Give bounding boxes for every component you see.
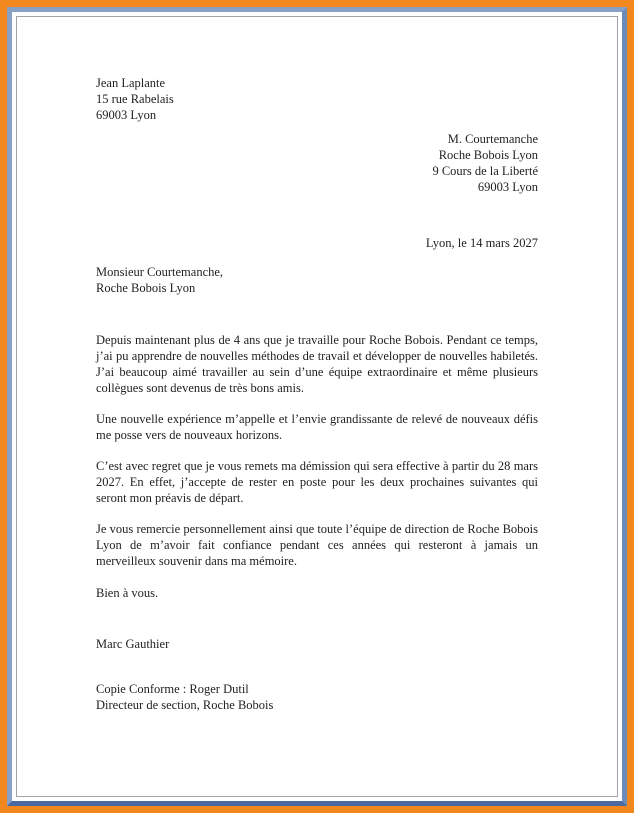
page-border-gap (12, 12, 622, 801)
recipient-name: M. Courtemanche (447, 132, 538, 146)
sender-address-block (96, 75, 538, 123)
sender-city: 69003 Lyon (96, 108, 157, 122)
paragraph-resignation: C’est avec regret que je vous remets ma démission qui sera effective à partir du 28 mars 2027. En effet, j’accepte de rester en poste pour les deux prochaines suivantes qui seront mon préavis de départ. (96, 459, 538, 505)
cc-title-line: Directeur de section, Roche Bobois (96, 698, 274, 712)
salutation-company: Roche Bobois Lyon (96, 281, 196, 295)
paragraph-intro: Depuis maintenant plus de 4 ans que je travaille pour Roche Bobois. Pendant ce temps, j’ai pu apprendre de nouvelles méthodes de travail et développer de nouvelles habiletés. J’ai beaucoup aimé travailler au sein d’une équipe extraordinaire et même plusieurs collègues sont devenus de très bons amis. (96, 333, 538, 395)
cc-line: Copie Conforme : Roger Dutil (96, 682, 249, 696)
carbon-copy-block (96, 681, 538, 713)
page-border-blue (7, 7, 627, 806)
salutation-block (96, 264, 538, 296)
recipient-city: 69003 Lyon (477, 180, 538, 194)
salutation-name: Monsieur Courtemanche, (96, 265, 224, 279)
date-line: Lyon, le 14 mars 2027 (425, 236, 538, 250)
closing-line: Bien à vous. (96, 586, 159, 600)
signature-name: Marc Gauthier (96, 637, 170, 651)
paragraph-new-experience: Une nouvelle expérience m’appelle et l’envie grandissante de relevé de nouveaux défis me posse vers de nouveaux horizons. (96, 412, 538, 442)
recipient-company: Roche Bobois Lyon (438, 148, 538, 162)
paragraph-thanks: Je vous remercie personnellement ainsi que toute l’équipe de direction de Roche Bobois Lyon de m’avoir fait confiance pendant ces années qui resteront à jamais un merveilleux souvenir dans ma mémoire. (96, 522, 538, 568)
sender-street: 15 rue Rabelais (96, 92, 174, 106)
sender-name: Jean Laplante (96, 76, 166, 90)
letter-page (16, 16, 618, 797)
recipient-street: 9 Cours de la Liberté (432, 164, 538, 178)
recipient-address-block (96, 131, 538, 195)
